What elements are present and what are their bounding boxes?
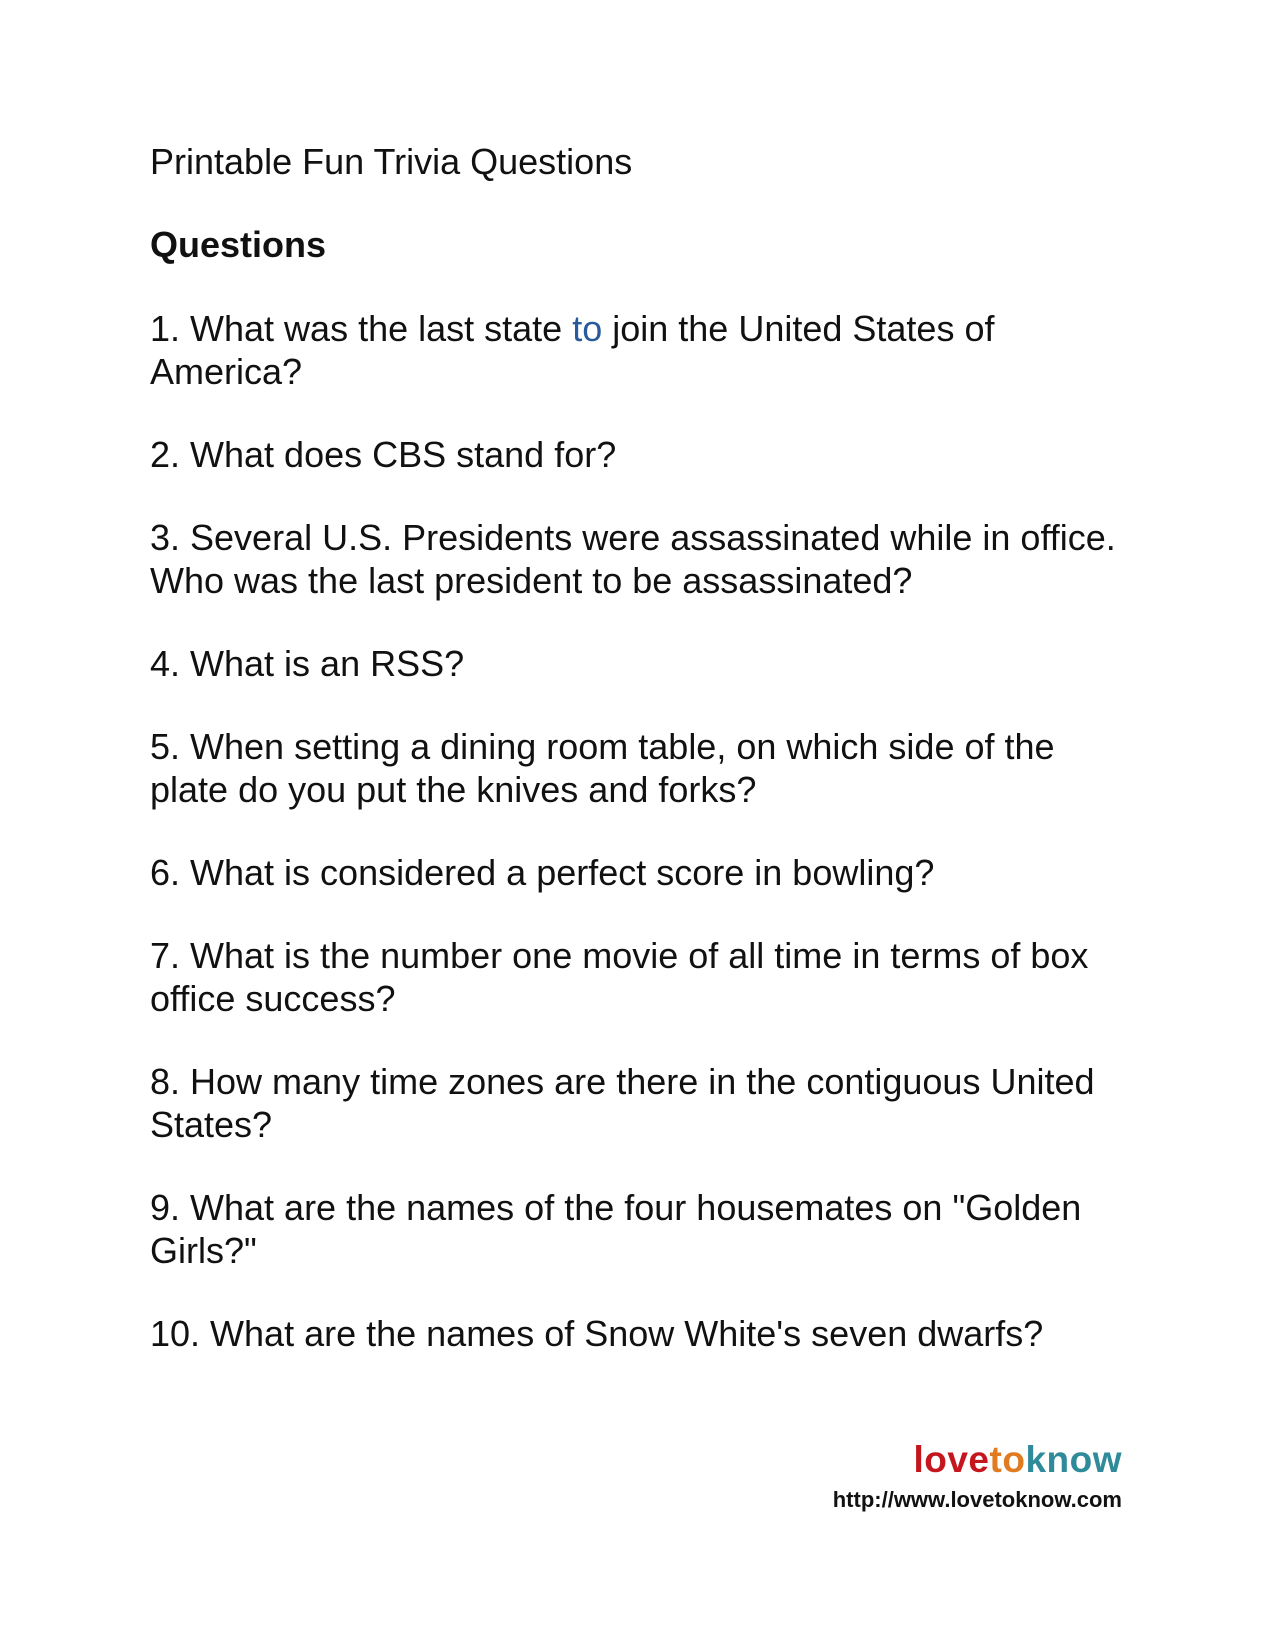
question-1-text-start: 1. What was the last state bbox=[150, 308, 573, 349]
document-page bbox=[150, 140, 1140, 1395]
question-item-3: 3. Several U.S. Presidents were assassinated while in office. Who was the last president to be assassinated? bbox=[150, 517, 1116, 601]
document-title: Printable Fun Trivia Questions bbox=[150, 141, 633, 182]
question-item-10: 10. What are the names of Snow White's seven dwarfs? bbox=[150, 1313, 1044, 1354]
question-1-link-word[interactable]: to bbox=[572, 308, 603, 349]
question-1-text-end: join the United States of America? bbox=[150, 308, 995, 392]
section-heading: Questions bbox=[150, 224, 327, 265]
question-item-1 bbox=[150, 307, 1140, 393]
logo-part-love: love bbox=[913, 1439, 990, 1480]
footer-url-link[interactable]: http://www.lovetoknow.com bbox=[832, 1487, 1122, 1512]
question-item-6: 6. What is considered a perfect score in bowling? bbox=[150, 852, 935, 893]
question-list bbox=[150, 307, 1140, 1355]
footer bbox=[833, 1440, 1122, 1514]
logo-part-know: know bbox=[1025, 1439, 1122, 1480]
question-item-9: 9. What are the names of the four housemates on "Golden Girls?" bbox=[150, 1187, 1082, 1271]
question-item-2: 2. What does CBS stand for? bbox=[150, 434, 617, 475]
question-item-4: 4. What is an RSS? bbox=[150, 643, 465, 684]
question-item-8: 8. How many time zones are there in the contiguous United States? bbox=[150, 1061, 1095, 1145]
question-item-5: 5. When setting a dining room table, on which side of the plate do you put the knives and forks? bbox=[150, 726, 1055, 810]
lovetoknow-logo[interactable] bbox=[833, 1440, 1122, 1480]
logo-part-to: to bbox=[989, 1439, 1026, 1480]
question-item-7: 7. What is the number one movie of all time in terms of box office success? bbox=[150, 935, 1089, 1019]
